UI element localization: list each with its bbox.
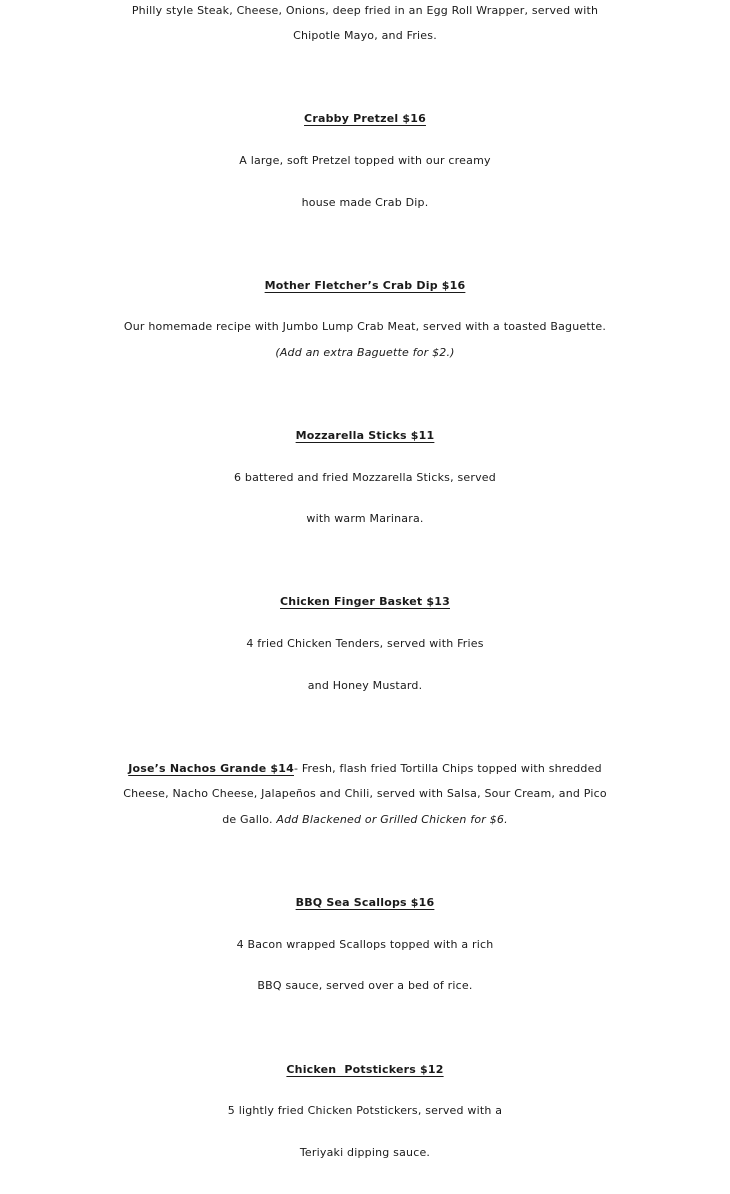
nachos-line-1 — [0, 756, 730, 781]
scallops-title: BBQ Sea Scallops $16 — [295, 896, 435, 909]
potstickers-title: Chicken Potstickers $12 — [286, 1063, 444, 1076]
mozzarella-title: Mozzarella Sticks $11 — [295, 429, 435, 442]
crabby-pretzel-desc-2: house made Crab Dip. — [301, 196, 429, 209]
intro-line-1: Philly style Steak, Cheese, Onions, deep fried in an Egg Roll Wrapper, served with — [131, 4, 599, 17]
scallops-desc-1: 4 Bacon wrapped Scallops topped with a rich — [236, 938, 494, 951]
crab-dip-title: Mother Fletcher’s Crab Dip $16 — [264, 279, 466, 292]
nachos-line-3 — [0, 807, 730, 832]
chicken-finger-desc-1: 4 fried Chicken Tenders, served with Fries — [246, 637, 484, 650]
nachos-title: Jose’s Nachos Grande $14 — [128, 762, 294, 775]
nachos-desc-2: Cheese, Nacho Cheese, Jalapeños and Chili, served with Salsa, Sour Cream, and Pico — [123, 787, 607, 800]
crab-dip-note: (Add an extra Baguette for $2.) — [275, 346, 455, 359]
nachos-desc-1: - Fresh, flash fried Tortilla Chips topped with shredded — [293, 762, 602, 775]
mozzarella-desc-2: with warm Marinara. — [306, 512, 424, 525]
nachos-note: Add Blackened or Grilled Chicken for $6. — [276, 813, 508, 826]
intro-line-2: Chipotle Mayo, and Fries. — [293, 29, 437, 42]
potstickers-desc-1: 5 lightly fried Chicken Potstickers, served with a — [227, 1104, 503, 1117]
crab-dip-desc-1: Our homemade recipe with Jumbo Lump Crab Meat, served with a toasted Baguette. — [123, 320, 607, 333]
scallops-desc-2: BBQ sauce, served over a bed of rice. — [257, 979, 473, 992]
chicken-finger-title: Chicken Finger Basket $13 — [280, 595, 450, 608]
nachos-desc-3: de Gallo. — [222, 813, 277, 826]
crabby-pretzel-title: Crabby Pretzel $16 — [304, 112, 426, 125]
crabby-pretzel-desc-1: A large, soft Pretzel topped with our creamy — [239, 154, 491, 167]
mozzarella-desc-1: 6 battered and fried Mozzarella Sticks, served — [234, 471, 496, 484]
chicken-finger-desc-2: and Honey Mustard. — [307, 679, 423, 692]
potstickers-desc-2: Teriyaki dipping sauce. — [299, 1146, 431, 1159]
